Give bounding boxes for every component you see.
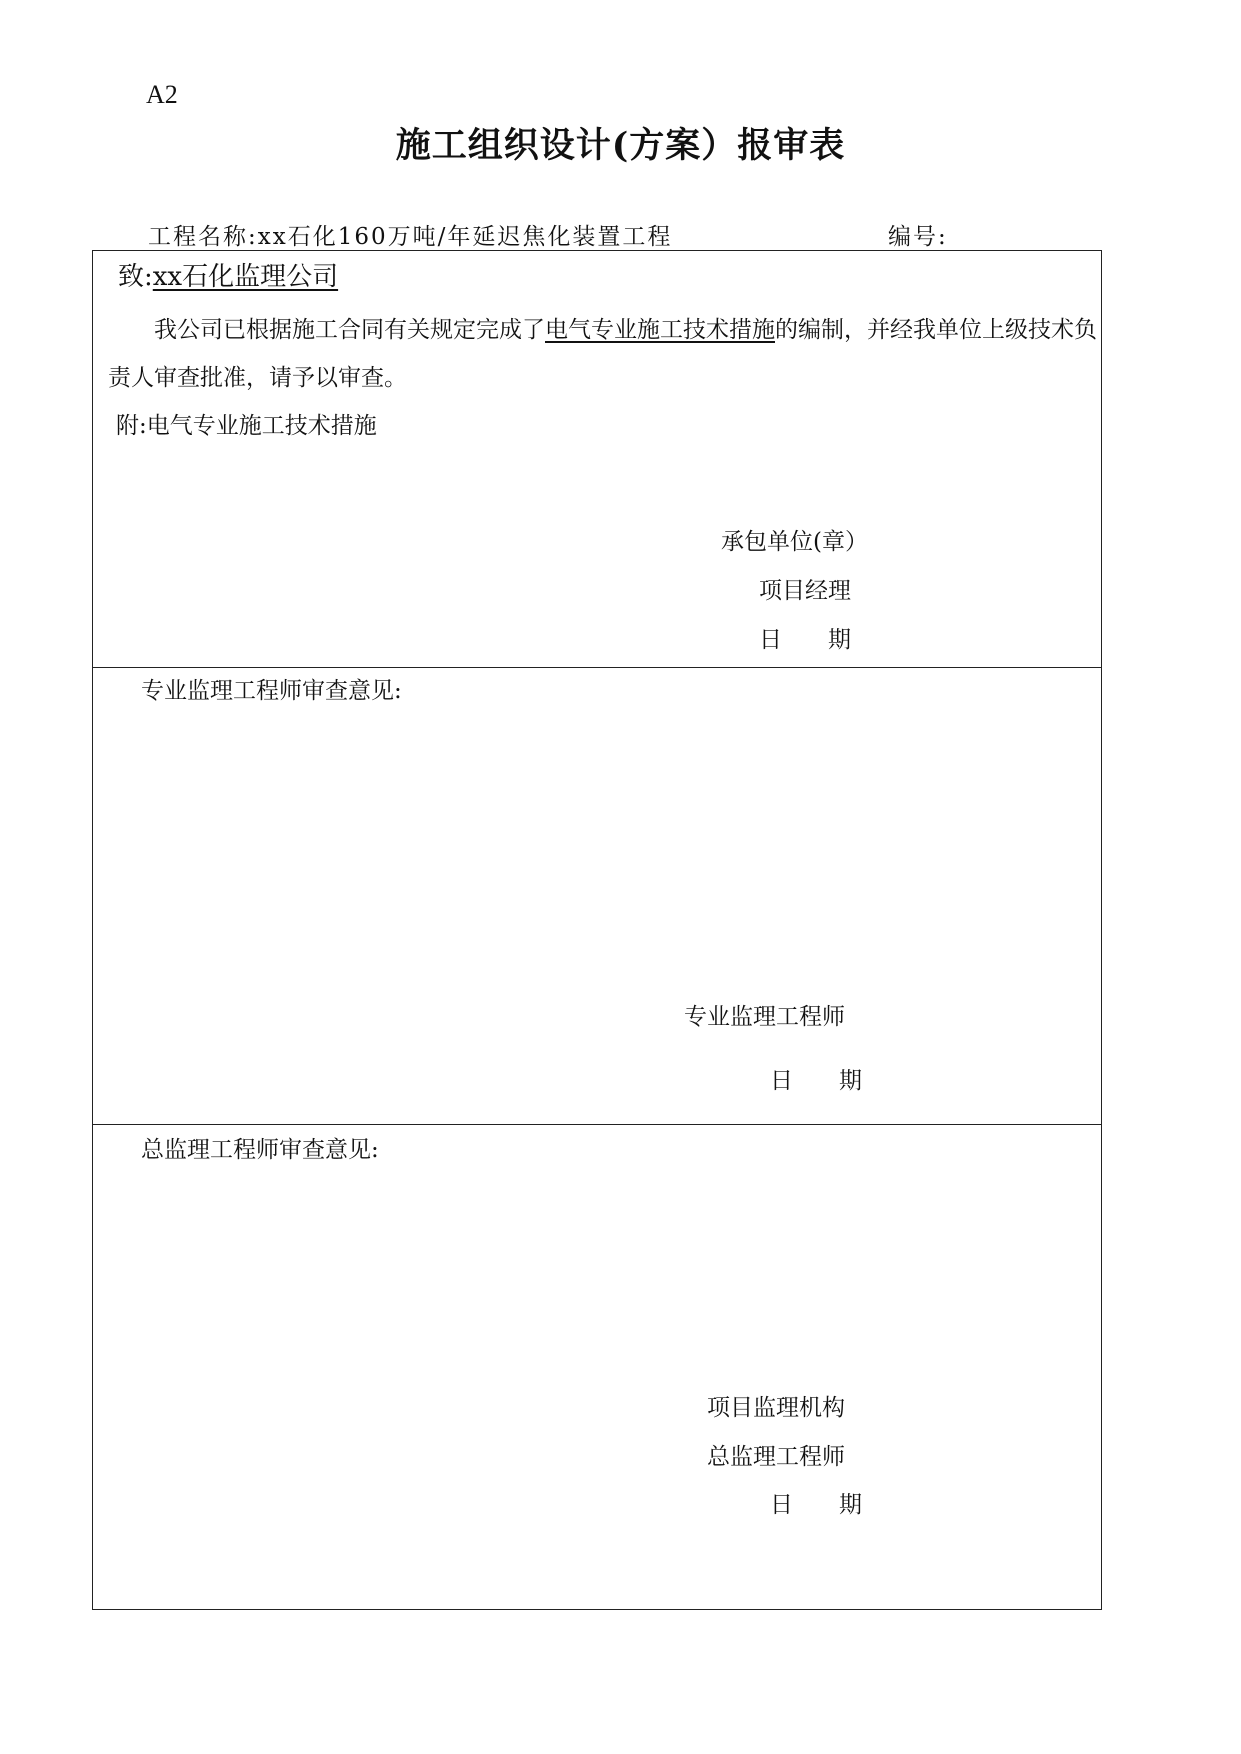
- chief-date-label: 日 期: [770, 1492, 862, 1518]
- form-table: [92, 250, 1102, 1610]
- addressee-name: xx石化监理公司: [152, 262, 339, 292]
- section-divider: [92, 1124, 1102, 1125]
- specialist-engineer-label: 专业监理工程师: [684, 1004, 845, 1030]
- addressee: [118, 256, 338, 293]
- specialist-review-heading: 专业监理工程师审查意见:: [141, 678, 402, 704]
- supervision-org-label: 项目监理机构: [707, 1395, 845, 1421]
- section-divider: [92, 667, 1102, 668]
- form-code: A2: [146, 80, 178, 109]
- addressee-prefix: 致:: [118, 262, 153, 292]
- specialist-date-label: 日 期: [770, 1068, 862, 1094]
- statement-text-before: 我公司已根据施工合同有关规定完成了: [154, 317, 545, 343]
- contractor-seal-label: 承包单位(章）: [721, 529, 868, 555]
- submission-statement: [108, 306, 1098, 402]
- chief-review-heading: 总监理工程师审查意见:: [141, 1137, 379, 1163]
- attachment-line: 附:电气专业施工技术措施: [116, 413, 377, 439]
- form-number-label: 编号:: [888, 224, 948, 250]
- statement-subject: 电气专业施工技术措施: [545, 317, 775, 343]
- contractor-date-label: 日 期: [759, 627, 851, 653]
- chief-engineer-label: 总监理工程师: [707, 1444, 845, 1470]
- document-title: 施工组织设计(方案）报审表: [395, 125, 846, 166]
- project-name: 工程名称:xx石化160万吨/年延迟焦化装置工程: [148, 224, 673, 250]
- statement-text-after: 的编制，并经我单位上级技术负责人审查批准，请予以审查。: [108, 317, 1097, 391]
- project-manager-label: 项目经理: [759, 578, 851, 604]
